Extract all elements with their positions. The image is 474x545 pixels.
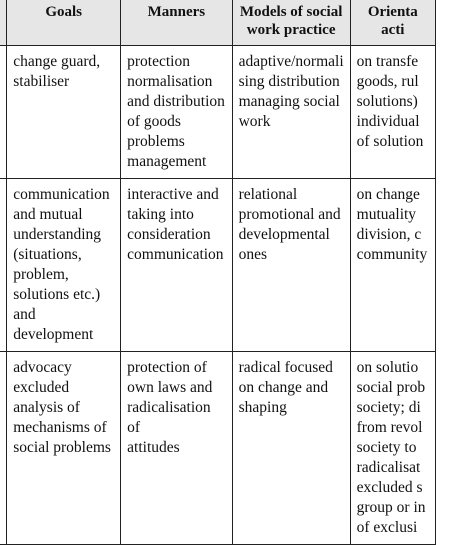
table-cell: protection normalisation and distribution of goods problems management: [121, 46, 232, 179]
header-cell-goals: Goals: [7, 0, 121, 46]
header-cell-orientation: Orienta acti: [350, 0, 435, 46]
table-cell: on solutio social prob society; di from revol society to radicalisat excluded s group or in of exclusi: [350, 352, 435, 545]
header-cell-manners: Manners: [121, 0, 232, 46]
table-row: [0, 46, 436, 179]
table-cell: on transfe goods, rul solutions) individual of solution: [350, 46, 435, 179]
table-cell: protection of own laws and radicalisation of attitudes: [121, 352, 232, 545]
table-cell: adaptive/normali sing distribution managing social work: [232, 46, 350, 179]
table-cell: [0, 352, 7, 545]
header-cell-models: Models of social work practice: [232, 0, 350, 46]
table-cell: communication and mutual understanding (situations, problem, solutions etc.) and development: [7, 179, 121, 352]
table-row: [0, 352, 436, 545]
table-cell: interactive and taking into consideration communication: [121, 179, 232, 352]
header-row: [0, 0, 436, 46]
table-cell: advocacy excluded analysis of mechanisms of social problems: [7, 352, 121, 545]
table-cell: on change mutuality division, c community: [350, 179, 435, 352]
table-cell: relational promotional and developmental ones: [232, 179, 350, 352]
table-cell: [0, 179, 7, 352]
table-row: [0, 179, 436, 352]
header-cell-first: [0, 0, 7, 46]
table-cell: change guard, stabiliser: [7, 46, 121, 179]
table-cell: [0, 46, 7, 179]
table-cell: radical focused on change and shaping: [232, 352, 350, 545]
